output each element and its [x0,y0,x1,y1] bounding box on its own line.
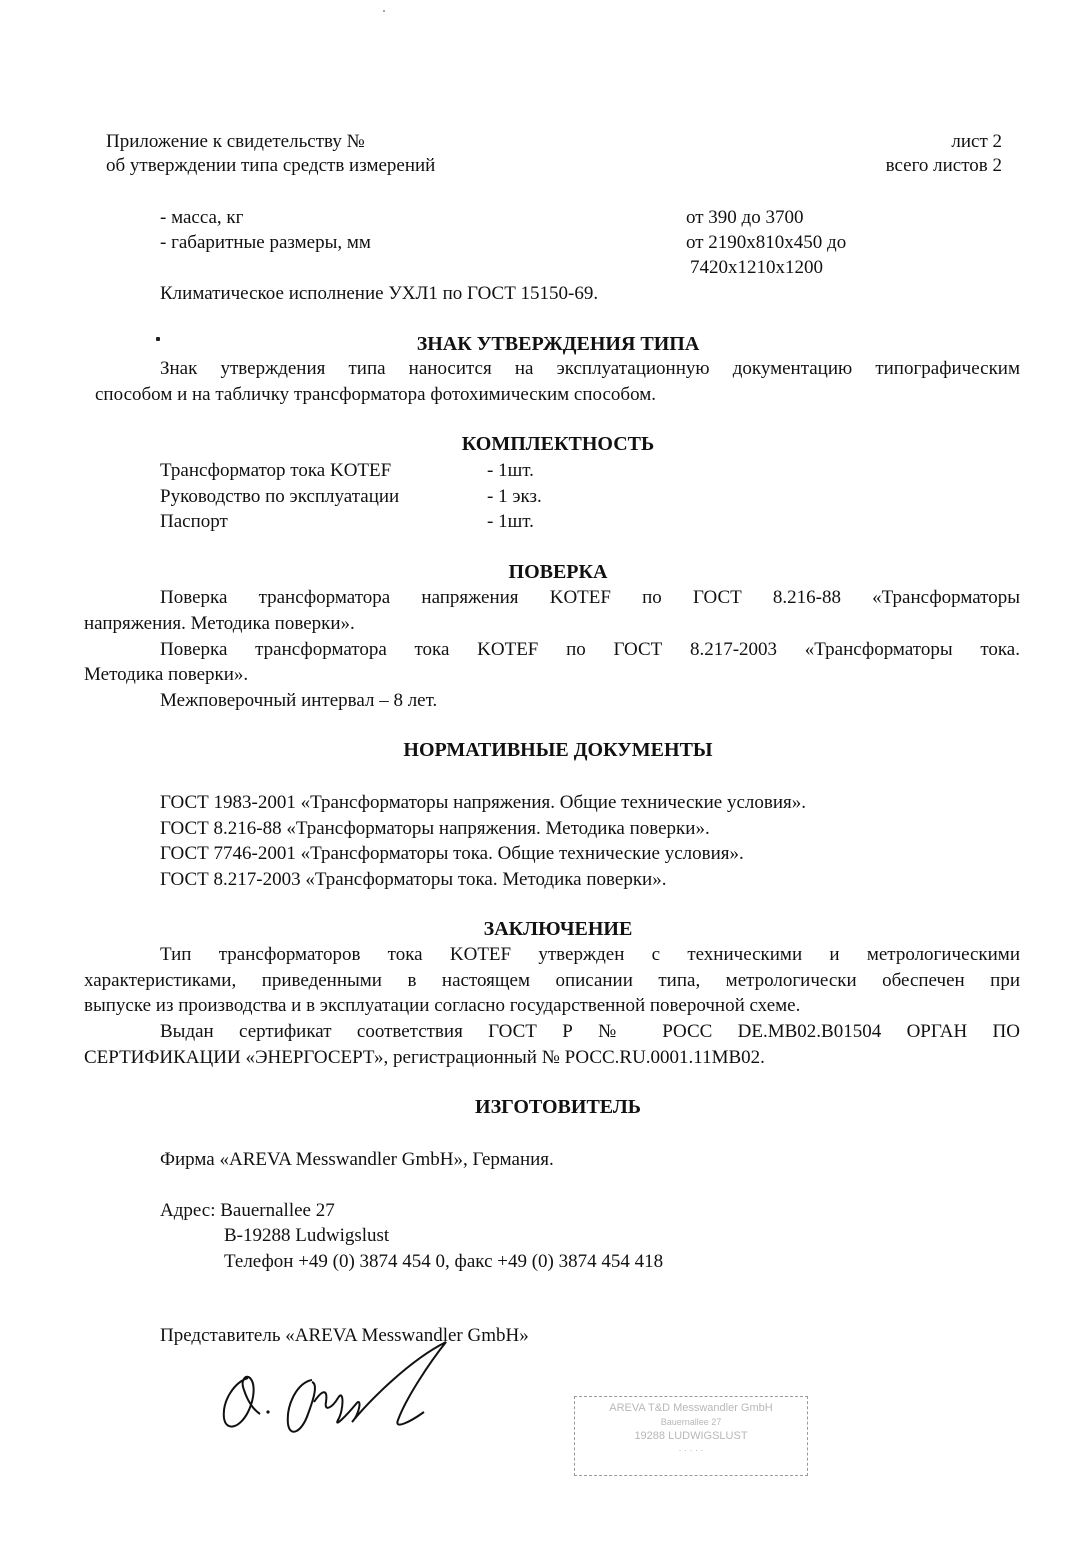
header-left-line1: Приложение к свидетельству № [106,131,365,152]
company-stamp [574,1396,808,1476]
manufacturer-address-street: Адрес: Bauernallee 27 [160,1200,335,1221]
verification-interval: Межповерочный интервал – 8 лет. [160,690,438,711]
normative-item: ГОСТ 7746-2001 «Трансформаторы тока. Общие технические условия». [160,843,744,864]
representative-label: Представитель «AREVA Messwandler GmbH» [160,1325,529,1346]
conclusion-p1-line1: Тип трансформаторов тока KOTEF утвержден с техническими и метрологическими [160,944,1020,965]
verification-p1-line2: напряжения. Методика поверки». [84,613,355,634]
conclusion-p1-line2: характеристиками, приведенными в настоящем описании типа, метрологически обеспечен при [84,970,1020,991]
manufacturer-firm: Фирма «AREVA Messwandler GmbH», Германия. [160,1149,554,1170]
verification-p2-line2: Методика поверки». [84,664,249,685]
completeness-item-qty: - 1 экз. [487,486,542,507]
header-sheet-total: всего листов 2 [885,155,1002,176]
conclusion-title: ЗАКЛЮЧЕНИЕ [483,918,633,940]
spec-dimensions-label: - габаритные размеры, мм [160,232,371,253]
verification-p2-line1: Поверка трансформатора тока KOTEF по ГОСТ 8.217-2003 «Трансформаторы тока. [160,639,1020,660]
completeness-item-name: Паспорт [160,511,228,532]
spec-dimensions-value2: 7420x1210x1200 [690,257,823,278]
type-sign-text-line2: способом и на табличку трансформатора фотохимическим способом. [95,384,656,405]
normative-item: ГОСТ 8.216-88 «Трансформаторы напряжения. Методика поверки». [160,818,710,839]
stamp-line: · · · · · [678,1445,704,1455]
manufacturer-title: ИЗГОТОВИТЕЛЬ [475,1096,641,1118]
stamp-line: 19288 LUDWIGSLUST [634,1430,748,1442]
completeness-item-qty: - 1шт. [487,511,534,532]
completeness-item-name: Трансформатор тока KOTEF [160,460,392,481]
type-sign-text-line1: Знак утверждения типа наносится на эксплуатационную документацию типографическим [160,358,1020,379]
completeness-item-qty: - 1шт. [487,460,534,481]
conclusion-p2-line1: Выдан сертификат соответствия ГОСТ Р № РОСС DE.MB02.B01504 ОРГАН ПО [160,1021,1020,1042]
conclusion-p1-line3: выпуске из производства и в эксплуатации согласно государственной поверочной схеме. [84,995,801,1016]
climate-text: Климатическое исполнение УХЛ1 по ГОСТ 15150-69. [160,283,599,304]
header-left-line2: об утверждении типа средств измерений [106,155,436,176]
signature-image [210,1340,470,1440]
manufacturer-phone: Телефон +49 (0) 3874 454 0, факс +49 (0) 3874 454 418 [224,1251,664,1272]
header-sheet-number: лист 2 [951,131,1002,152]
spec-mass-label: - масса, кг [160,207,244,228]
manufacturer-address-city: B-19288 Ludwigslust [224,1225,390,1246]
normative-item: ГОСТ 1983-2001 «Трансформаторы напряжения. Общие технические условия». [160,792,806,813]
normative-item: ГОСТ 8.217-2003 «Трансформаторы тока. Методика поверки». [160,869,667,890]
spec-dimensions-value: от 2190x810x450 до [686,232,847,253]
spec-mass-value: от 390 до 3700 [686,207,804,228]
normative-title: НОРМАТИВНЫЕ ДОКУМЕНТЫ [403,739,713,761]
conclusion-p2-line2: СЕРТИФИКАЦИИ «ЭНЕРГОСЕРТ», регистрационный № РОСС.RU.0001.11MB02. [84,1047,765,1068]
verification-p1-line1: Поверка трансформатора напряжения KOTEF по ГОСТ 8.216-88 «Трансформаторы [160,587,1020,608]
scan-artifact [383,10,385,12]
completeness-title: КОМПЛЕКТНОСТЬ [461,433,655,455]
completeness-item-name: Руководство по эксплуатации [160,486,400,507]
verification-title: ПОВЕРКА [508,561,608,583]
stamp-line: AREVA T&D Messwandler GmbH [609,1402,773,1414]
stamp-line: Bauernallee 27 [660,1417,722,1427]
type-sign-title: ЗНАК УТВЕРЖДЕНИЯ ТИПА [416,333,700,355]
